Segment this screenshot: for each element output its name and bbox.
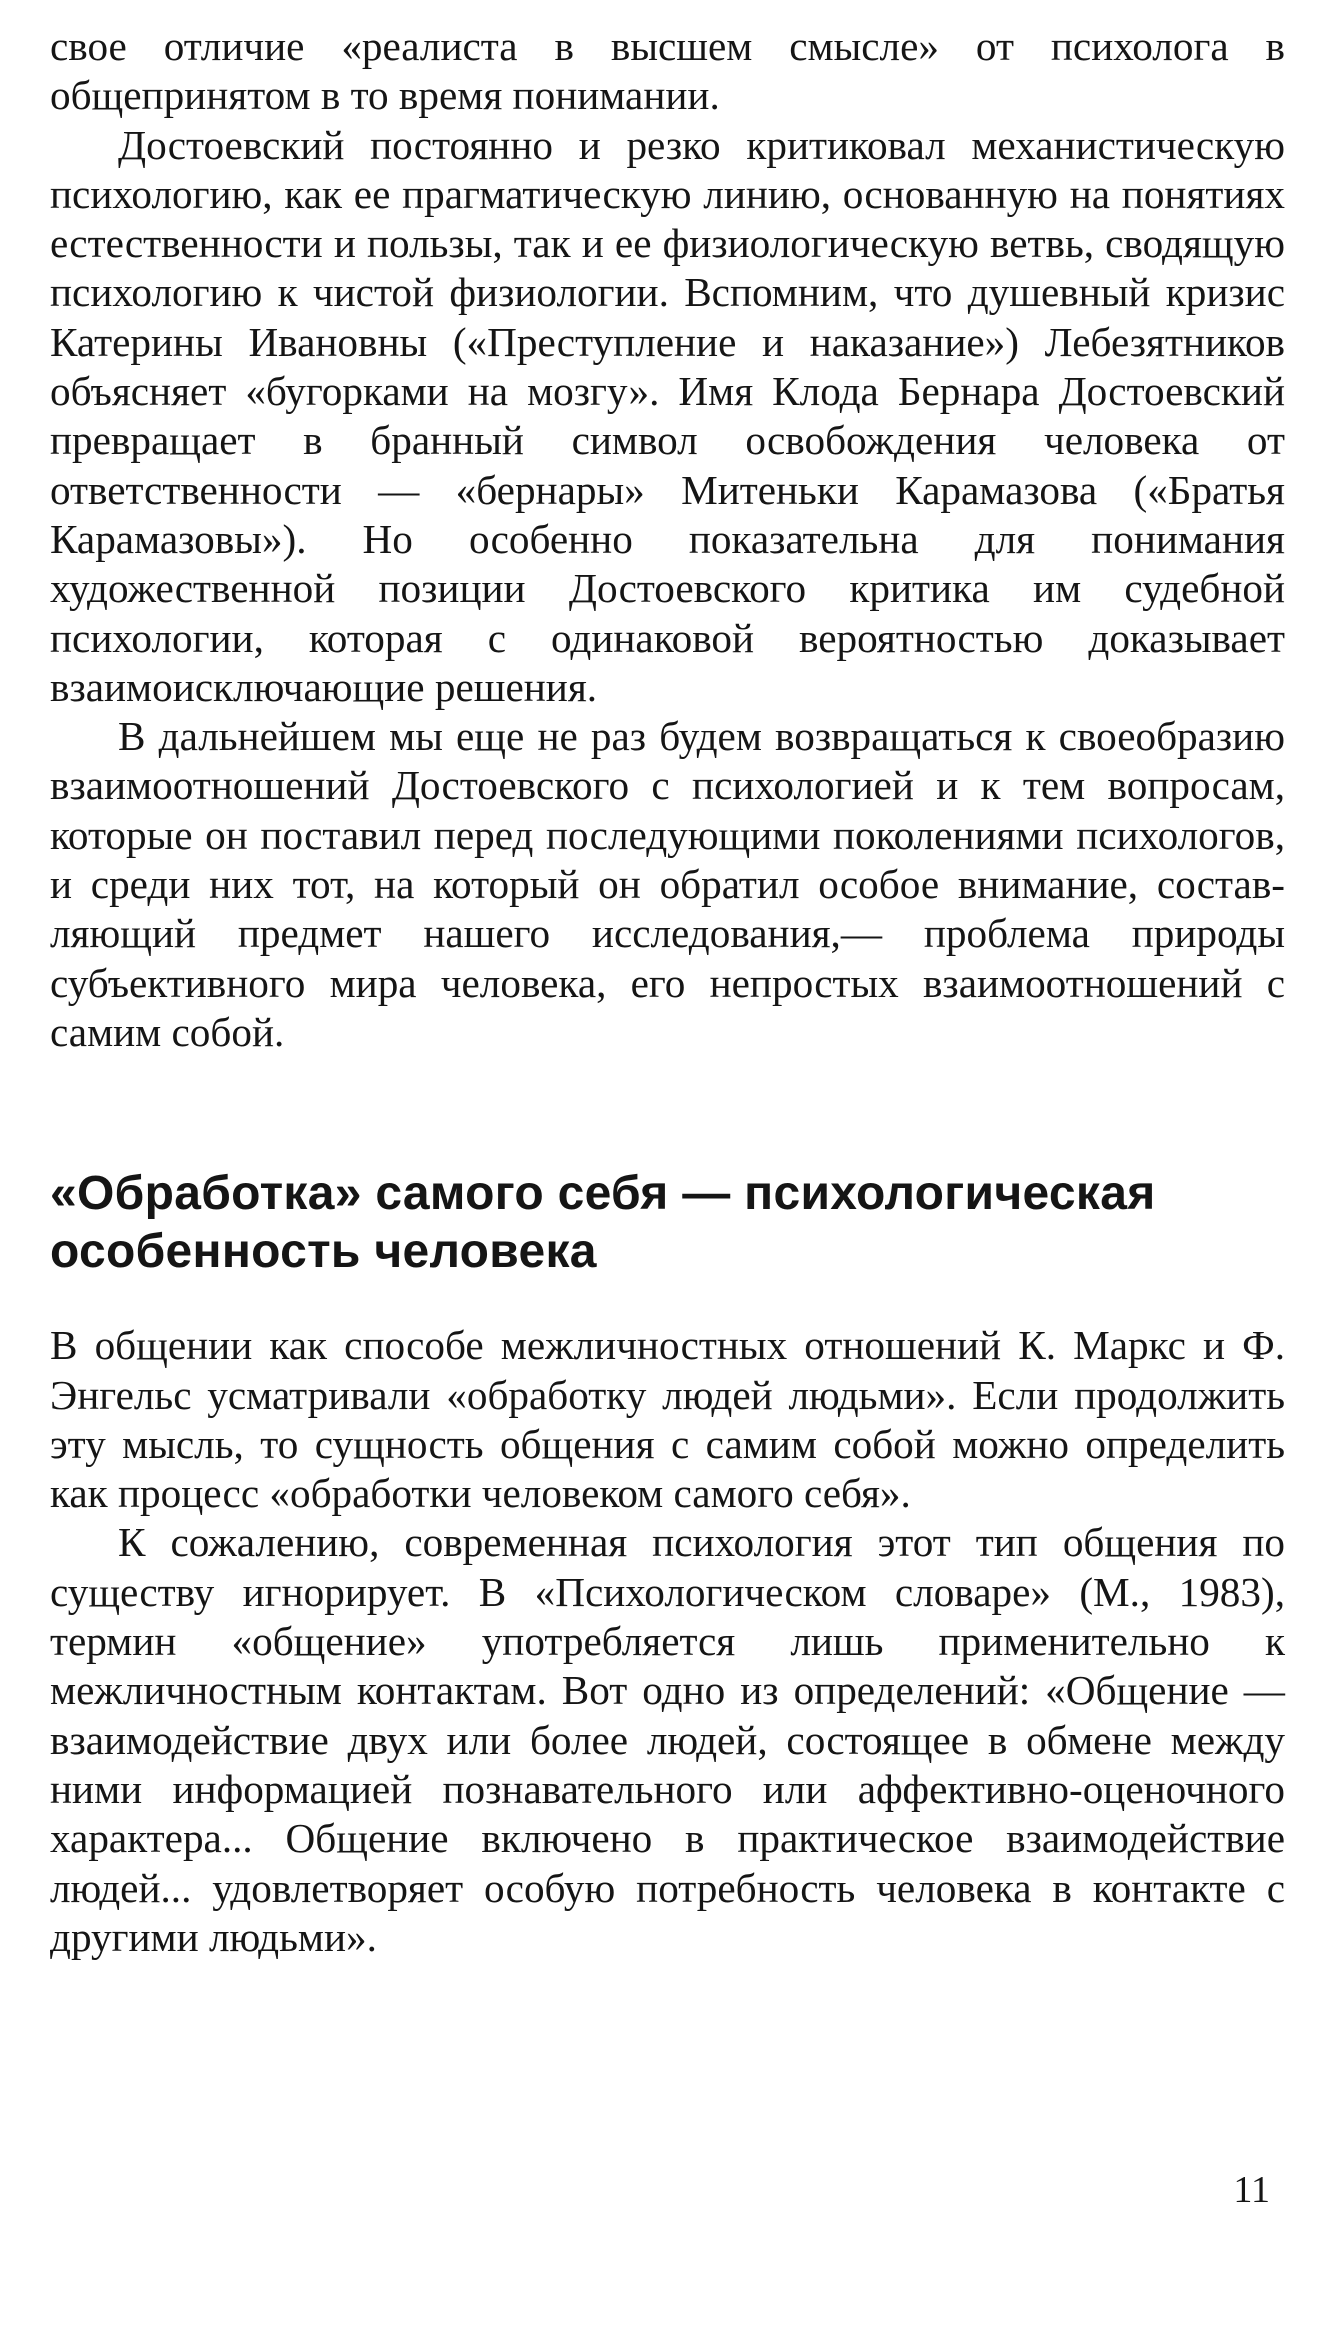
paragraph-mechanistic-psychology: Достоевский постоянно и резко критиковал механистическую психологию, как ее прагматическую линию, основанную на понятиях естественности и пользы, так и ее физиологическую ветвь, сводящую психологию к чистой физиологии. Вспомним, что душевный кризис Катерины Ивановны («Преступление и наказание») Лебезятников объясняет «бугорками на мозгу». Имя Клода Бернара Достоевский превращает в бранный символ освобождения человека от ответственности — «бернары» Митеньки Карамазова («Братья Карамазовы»). Но особенно показательна для понимания художественной позиции Достоевского критика им судебной психологии, которая с одинаковой вероятностью доказывает взаимоисключающие решения. xyxy=(50,121,1285,710)
paragraph-continuation: свое отличие «реалиста в высшем смысле» от психолога в общепринятом в то время понимании. xyxy=(50,23,1285,119)
paragraph-psychological-dictionary: К сожалению, современная психология этот тип общения по существу игнорирует. В «Психологическом словаре» (М., 1983), термин «общение» употребляется лишь применительно к межличностным контактам. Вот одно из определений: «Общение — взаимодействие двух или более людей, состоящее в обмене между ними информацией познавательного или аффективно-оценочного характера... Общение включено в практическое взаимодействие людей... удовлетворяет особую потребность человека в контакте с другими людьми». xyxy=(50,1519,1285,1960)
paragraph-subjective-world: В дальнейшем мы еще не раз будем возвращаться к своеобразию взаимоотношений Достоевского с психологией и к тем вопросам, которые он поставил перед последующими поколениями психологов, и среди них тот, на который он обратил особое внимание, составляющий предмет нашего исследования,— проблема природы субъективного мира человека, его непростых взаимоотношений с самим собой. xyxy=(50,713,1285,1055)
book-page xyxy=(50,22,1285,1962)
section-heading: «Обработка» самого себя — психологическая особенность человека xyxy=(50,1167,1156,1279)
paragraph-marx-engels: В общении как способе межличностных отношений К. Маркс и Ф. Энгельс усматривали «обработку людей людьми». Если продолжить эту мысль, то сущность общения с самим собой можно определить как процесс «обработки человеком самого себя». xyxy=(50,1322,1285,1517)
page-number: 11 xyxy=(1233,2169,1270,2211)
